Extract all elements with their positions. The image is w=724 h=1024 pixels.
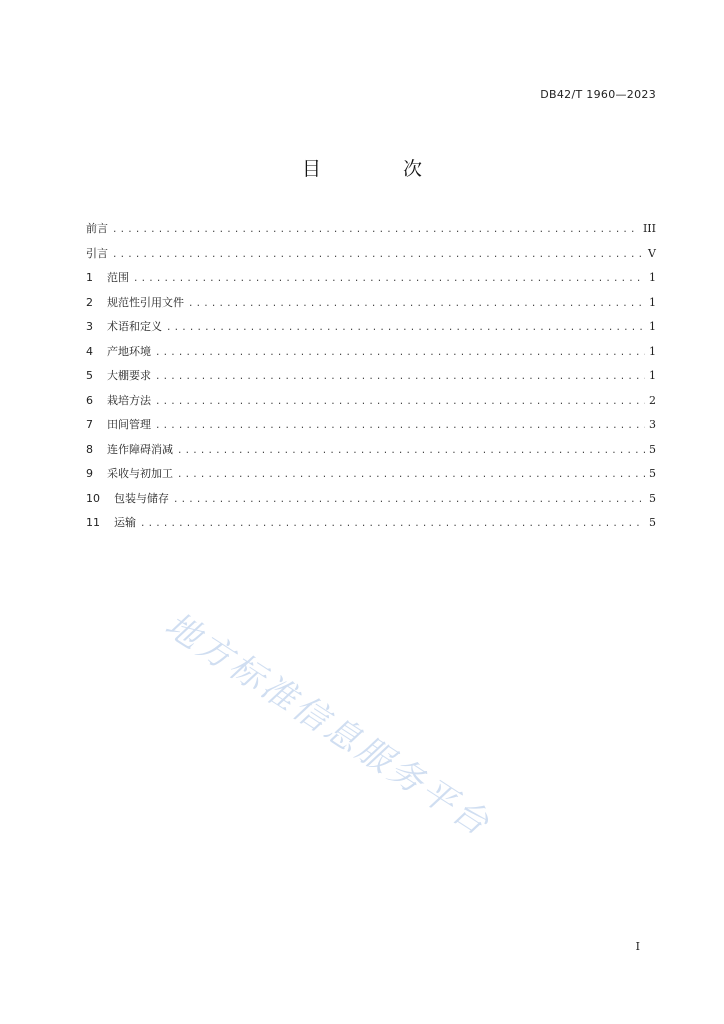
toc-entry-label: 范围 (107, 271, 129, 284)
toc-entry[interactable] (86, 318, 656, 343)
toc-entry-number: 1 (86, 271, 93, 284)
page-title: 目 次 (301, 158, 461, 180)
table-of-contents (86, 220, 656, 539)
toc-leader-dots (112, 225, 639, 235)
toc-entry-page: 1 (649, 344, 656, 358)
toc-entry-page: 3 (649, 418, 656, 431)
toc-entry-page: 5 (649, 491, 656, 505)
toc-entry-label: 田间管理 (107, 418, 151, 431)
toc-leader-dots (133, 274, 645, 284)
toc-leader-dots (155, 348, 645, 358)
toc-leader-dots (112, 250, 644, 260)
toc-entry-number: 7 (86, 418, 93, 431)
toc-entry-page: V (648, 246, 656, 260)
toc-leader-dots (188, 299, 645, 309)
toc-entry-label: 采收与初加工 (107, 467, 173, 480)
toc-entry-number: 8 (86, 442, 93, 456)
toc-entry-page: 1 (649, 369, 656, 382)
toc-leader-dots (177, 446, 645, 456)
toc-entry-label: 栽培方法 (107, 393, 151, 407)
toc-entry[interactable] (86, 294, 656, 319)
toc-entry[interactable] (86, 269, 656, 294)
toc-entry[interactable] (86, 392, 656, 417)
toc-entry-label: 术语和定义 (107, 320, 162, 333)
toc-entry[interactable] (86, 367, 656, 392)
toc-entry[interactable] (86, 514, 656, 539)
toc-entry[interactable] (86, 465, 656, 490)
toc-entry-page: 5 (649, 442, 656, 456)
toc-entry-label: 包装与储存 (114, 491, 169, 505)
toc-entry[interactable] (86, 343, 656, 368)
toc-entry-number: 3 (86, 320, 93, 333)
toc-entry-number: 11 (86, 516, 100, 529)
toc-entry[interactable] (86, 220, 656, 245)
toc-entry-label: 运输 (114, 516, 136, 529)
toc-entry-page: 5 (649, 467, 656, 480)
toc-entry[interactable] (86, 490, 656, 515)
toc-entry-label: 引言 (86, 246, 108, 260)
toc-entry-number: 2 (86, 295, 93, 309)
toc-entry-page: 5 (649, 516, 656, 529)
document-code: DB42/T 1960—2023 (540, 88, 656, 101)
toc-entry-label: 连作障碍消减 (107, 442, 173, 456)
toc-entry-number: 10 (86, 491, 100, 505)
toc-entry[interactable] (86, 416, 656, 441)
toc-leader-dots (177, 470, 645, 480)
toc-entry-number: 5 (86, 369, 93, 382)
toc-entry-page: 1 (649, 295, 656, 309)
toc-entry-page: 2 (649, 393, 656, 407)
toc-entry[interactable] (86, 441, 656, 466)
toc-entry-page: 1 (649, 271, 656, 284)
toc-leader-dots (166, 323, 645, 333)
toc-leader-dots (155, 397, 645, 407)
toc-entry-label: 前言 (86, 222, 108, 235)
toc-entry-label: 规范性引用文件 (107, 295, 184, 309)
toc-entry-number: 9 (86, 467, 93, 480)
toc-entry-label: 产地环境 (107, 344, 151, 358)
watermark: 地方标准信息服务平台 (157, 604, 499, 846)
toc-entry[interactable] (86, 245, 656, 270)
toc-leader-dots (155, 421, 645, 431)
toc-leader-dots (155, 372, 645, 382)
toc-leader-dots (140, 519, 645, 529)
toc-entry-label: 大棚要求 (107, 369, 151, 382)
toc-entry-number: 6 (86, 393, 93, 407)
page-number: I (635, 940, 640, 953)
toc-entry-number: 4 (86, 344, 93, 358)
toc-entry-page: 1 (649, 320, 656, 333)
toc-leader-dots (173, 495, 645, 505)
toc-entry-page: III (642, 222, 656, 235)
